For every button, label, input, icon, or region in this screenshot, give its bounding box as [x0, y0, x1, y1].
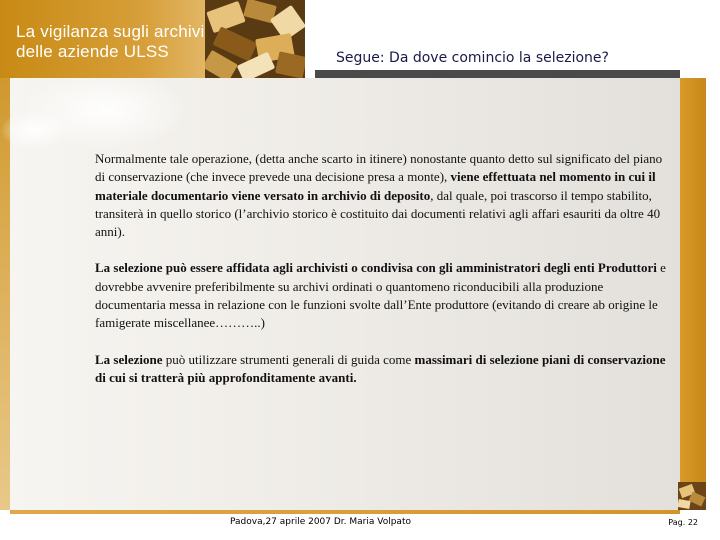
footer-decorative-image — [678, 482, 706, 510]
page-number: Pag. 22 — [668, 518, 698, 527]
decorative-glow — [0, 110, 70, 150]
paragraph-1 — [95, 150, 670, 241]
header-banner — [0, 0, 205, 78]
footer-author-date: Padova,27 aprile 2007 Dr. Maria Volpato — [230, 517, 411, 527]
body-text — [95, 150, 670, 405]
header-decorative-image — [205, 0, 305, 78]
right-accent-band — [680, 78, 706, 510]
header-divider — [315, 70, 680, 78]
bold-text-run: viene effettuata nel momento in cui il materiale documentario viene versato in archivio di deposito — [95, 169, 656, 203]
paragraph-3 — [95, 351, 670, 388]
bold-text-run: La selezione — [95, 351, 163, 367]
header-title-line2: delle aziende ULSS — [16, 42, 169, 61]
header-title-line1: La vigilanza sugli archivi — [16, 22, 205, 41]
text-run: può utilizzare strumenti generali di guida come — [162, 351, 415, 367]
text-run: , dal quale, poi trascorso il tempo stabilito, transiterà in quello storico (l’archivio storico è costituito dai documenti relativi agli affari esauriti da oltre 40 anni). — [95, 187, 661, 240]
paragraph-2 — [95, 259, 670, 332]
footer-accent-line — [10, 510, 680, 514]
bold-text-run: massimari di selezione piani di conservazione di cui si tratterà più approfonditamente avanti. — [95, 351, 666, 385]
bold-text-run: La selezione può essere affidata agli archivisti o condivisa con gli amministratori degli enti Produttori — [95, 260, 657, 276]
text-run: e dovrebbe avvenire preferibilmente su archivi ordinati o quantomeno riconducibili alla produzione documentaria messa in relazione con le funzioni svolte dall’Ente produttore (evitando di creare ab origine le famigerate miscellanee………..) — [95, 260, 666, 331]
slide-subtitle: Segue: Da dove comincio la selezione? — [336, 50, 609, 66]
text-run: Normalmente tale operazione, (detta anche scarto in itinere) nonostante quanto detto sul significato del piano di conservazione (che invece prevede una decisione presa a monte), — [95, 151, 663, 185]
